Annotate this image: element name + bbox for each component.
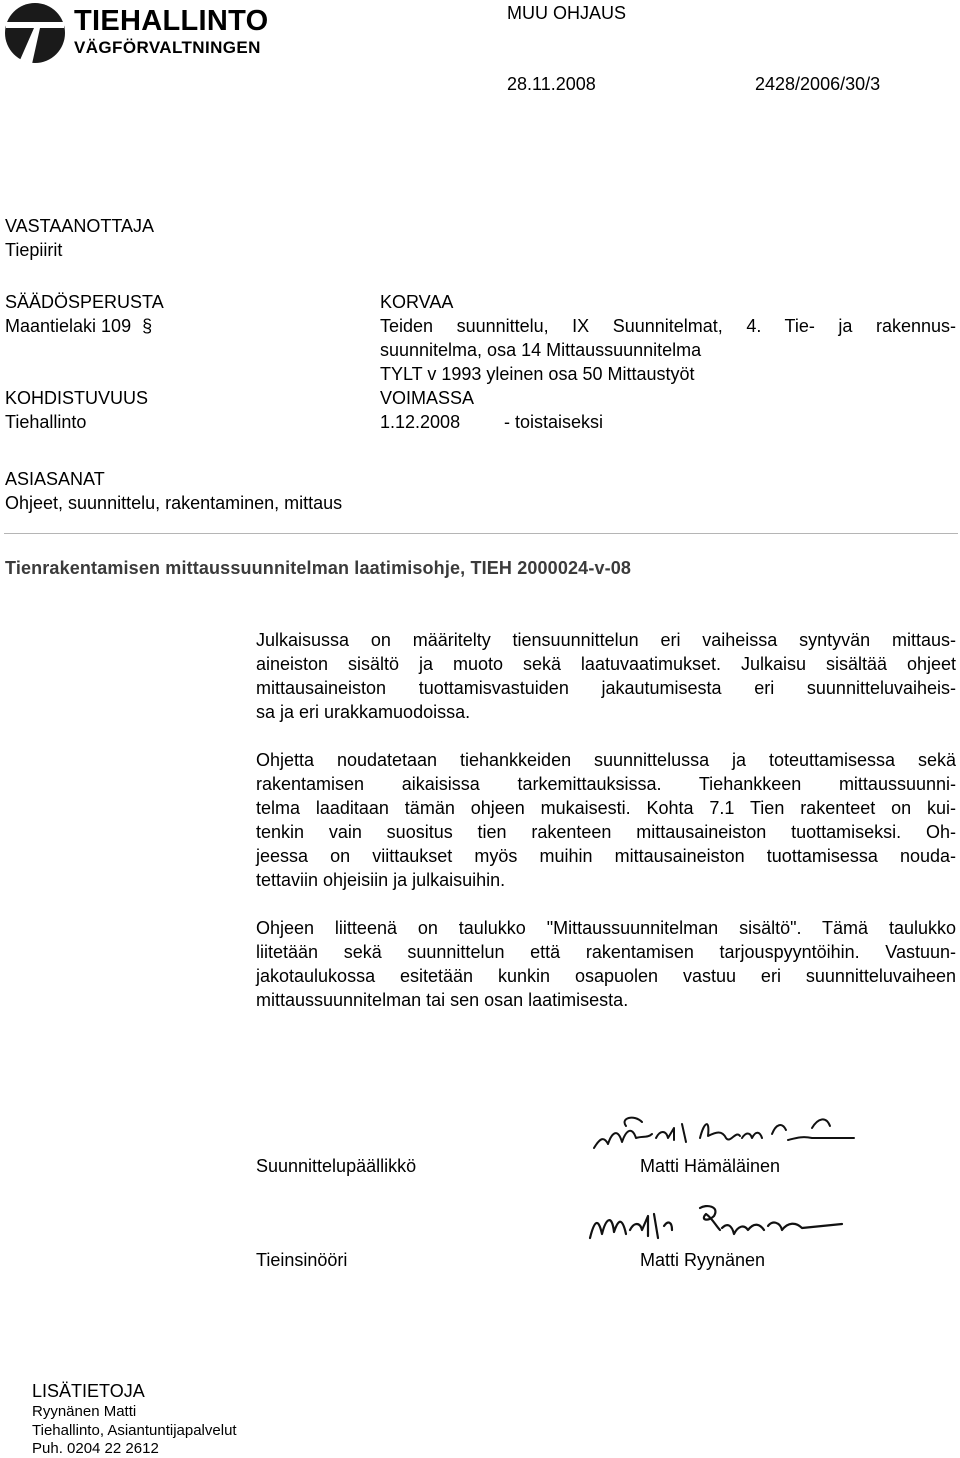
logo-text-secondary: VÄGFÖRVALTNINGEN <box>74 38 261 57</box>
body-line: sa ja eri urakkamuodoissa. <box>256 702 471 722</box>
body-line: telma laaditaan tämän ohjeen mukaisesti. Kohta 7.1 Tien rakenteet on kui- <box>256 798 956 818</box>
replaces-line: TYLT v 1993 yleinen osa 50 Mittaustyöt <box>380 364 695 384</box>
body-line: rakentamisen aikaisissa tarkemittauksissa. Tiehankkeen mittaussuunni- <box>256 774 956 794</box>
body-line: Julkaisussa on määritelty tiensuunnittelun eri vaiheissa syntyvän mittaus- <box>256 630 956 650</box>
body-line: jakotaulukossa esitetään kunkin osapuolen vastuu eri suunnitteluvaiheen <box>256 966 956 986</box>
scope-value: Tiehallinto <box>5 412 87 432</box>
replaces-heading: KORVAA <box>380 292 454 312</box>
body-line: Ohjetta noudatetaan tiehankkeiden suunnittelussa ja toteuttamisessa sekä <box>256 750 956 770</box>
signer-title: Suunnittelupäällikkö <box>256 1156 417 1176</box>
body-line: tenkin vain suositus tien rakenteen mittausaineiston tuottamiseksi. Oh- <box>256 822 956 842</box>
section-divider <box>4 533 958 534</box>
body-line: tettaviin ohjeisiin ja julkaisuihin. <box>256 870 506 890</box>
replaces-line: suunnitelma, osa 14 Mittaussuunnitelma <box>380 340 702 360</box>
signer-title: Tieinsinööri <box>256 1250 348 1270</box>
body-paragraph-2 <box>256 748 956 892</box>
document-date: 28.11.2008 <box>507 74 596 94</box>
section-sign-icon: § <box>142 316 153 336</box>
validity-from: 1.12.2008 <box>380 412 461 432</box>
replaces-line: Teiden suunnittelu, IX Suunnitelmat, 4. Tie- ja rakennus- <box>380 316 956 336</box>
body-paragraph-3 <box>256 916 956 1012</box>
contact-name: Ryynänen Matti <box>32 1403 137 1420</box>
validity-to: - toistaiseksi <box>504 412 604 432</box>
legal-basis-text: Maantielaki 109 <box>5 316 132 336</box>
body-line: liitetään sekä suunnittelun että rakentamisen tarjouspyyntöihin. Vastuun- <box>256 942 956 962</box>
body-line: Ohjeen liitteenä on taulukko "Mittaussuunnitelman sisältö". Tämä taulukko <box>256 918 956 938</box>
recipient-value: Tiepiirit <box>5 240 63 260</box>
scope-heading: KOHDISTUVUUS <box>5 388 149 408</box>
replaces-text <box>380 314 956 386</box>
recipient-heading: VASTAANOTTAJA <box>5 216 155 236</box>
body-line: mittaussuunnitelman tai sen osan laatimisesta. <box>256 990 629 1010</box>
legal-basis-value <box>5 314 152 338</box>
body-line: aineiston sisältö ja muoto sekä laatuvaatimukset. Julkaisu sisältää ohjeet <box>256 654 956 674</box>
body-line: jeessa on viittaukset myös muihin mittausaineiston tuottamisessa nouda- <box>256 846 956 866</box>
logo-text-primary: TIEHALLINTO <box>74 5 269 37</box>
handwritten-signature-icon <box>588 1200 848 1248</box>
contact-phone: Puh. 0204 22 2612 <box>32 1440 159 1457</box>
document-type: MUU OHJAUS <box>507 3 627 23</box>
legal-basis-heading: SÄÄDÖSPERUSTA <box>5 292 164 312</box>
body-paragraph-1 <box>256 628 956 724</box>
signer-name: Matti Hämäläinen <box>640 1156 781 1176</box>
document-title: Tienrakentamisen mittaussuunnitelman laatimisohje, TIEH 2000024-v-08 <box>5 558 632 578</box>
body-line: mittausaineiston tuottamisvastuiden jakautumisesta eri suunnitteluvaiheis- <box>256 678 956 698</box>
contact-organization: Tiehallinto, Asiantuntijapalvelut <box>32 1422 237 1439</box>
keywords-heading: ASIASANAT <box>5 469 105 489</box>
reference-number: 2428/2006/30/3 <box>755 74 881 94</box>
signer-name: Matti Ryynänen <box>640 1250 766 1270</box>
tiehallinto-road-logo-icon <box>4 2 66 64</box>
contact-heading: LISÄTIETOJA <box>32 1381 145 1401</box>
handwritten-signature-icon <box>590 1108 860 1156</box>
organization-logo <box>4 2 269 64</box>
validity-heading: VOIMASSA <box>380 388 475 408</box>
keywords-value: Ohjeet, suunnittelu, rakentaminen, mittaus <box>5 493 343 513</box>
